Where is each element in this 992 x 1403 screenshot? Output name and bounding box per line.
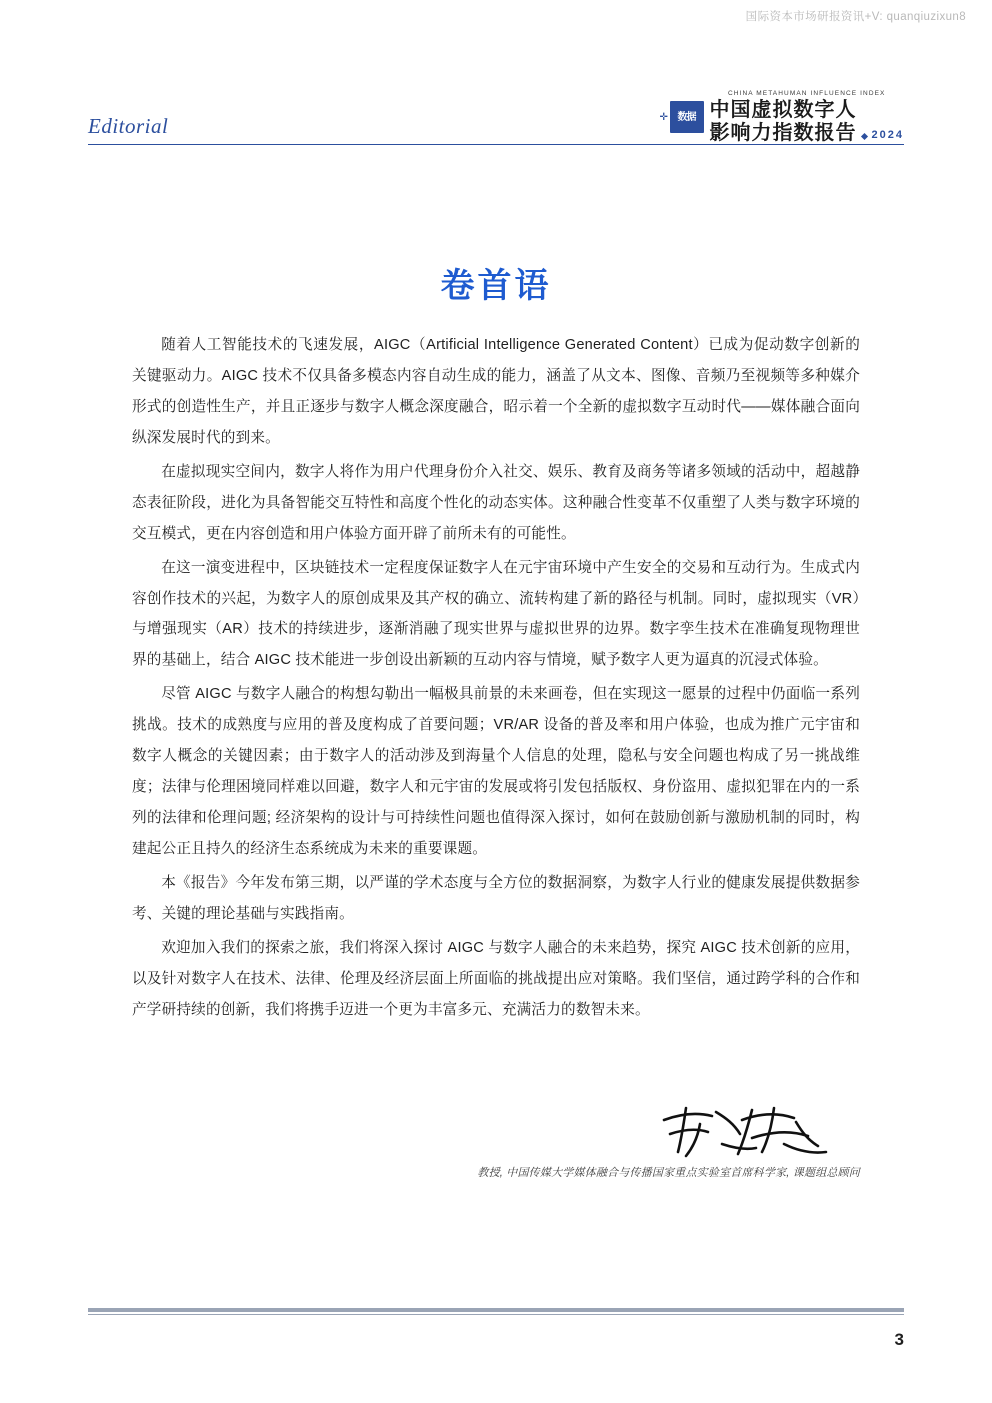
paragraph-3: 在这一演变进程中，区块链技术一定程度保证数字人在元宇宙环境中产生安全的交易和互动行为。生成式内容创作技术的兴起，为数字人的原创成果及其产权的确立、流转构建了新的路径与机制。同时，虚拟现实（VR）与增强现实（AR）技术的持续进步，逐渐消融了现实世界与虚拟世界的边界。数字孪生技术在准确复现物理世界的基础上，结合 AIGC 技术能进一步创设出新颖的互动内容与情境，赋予数字人更为逼真的沉浸式体验。 bbox=[132, 559, 860, 669]
diamond-icon bbox=[860, 133, 867, 140]
paragraph-5: 本《报告》今年发布第三期，以严谨的学术态度与全方位的数据洞察，为数字人行业的健康发展提供数据参考、关键的理论基础与实践指南。 bbox=[132, 874, 860, 922]
paragraph-1: 随着人工智能技术的飞速发展，AIGC（Artificial Intelligence Generated Content）已成为促动数字创新的关键驱动力。AIGC 技术不仅具备多模态内容自动生成的能力，涵盖了从文本、图像、音频乃至视频等多种媒介形式的创造性生产，并且正逐步与数字人概念深度融合，昭示着一个全新的虚拟数字互动时代——媒体融合面向纵深发展时代的到来。 bbox=[132, 337, 860, 446]
logo-title-row2 bbox=[710, 123, 904, 143]
paragraph-6: 欢迎加入我们的探索之旅，我们将深入探讨 AIGC 与数字人融合的未来趋势，探究 AIGC 技术创新的应用，以及针对数字人在技术、法律、伦理及经济层面上所面临的挑战提出应对策略。我们坚信，通过跨学科的合作和产学研持续的创新，我们将携手迈进一个更为丰富多元、充满活力的数智未来。 bbox=[132, 939, 860, 1018]
paragraph-4: 尽管 AIGC 与数字人融合的构想勾勒出一幅极具前景的未来画卷，但在实现这一愿景的过程中仍面临一系列挑战。技术的成熟度与应用的普及度构成了首要问题；VR/AR 设备的普及率和用户体验，也成为推广元宇宙和数字人概念的关键因素；由于数字人的活动涉及到海量个人信息的处理，隐私与安全问题也构成了另一挑战维度；法律与伦理困境同样难以回避，数字人和元宇宙的发展或将引发包括版权、身份盗用、虚拟犯罪在内的一系列的法律和伦理问题; 经济架构的设计与可持续性问题也值得深入探讨，如何在鼓励创新与激励机制的同时，构建起公正且持久的经济生态系统成为未来的重要课题。 bbox=[132, 686, 860, 857]
page-header bbox=[88, 89, 904, 156]
paragraph-2: 在虚拟现实空间内，数字人将作为用户代理身份介入社交、娱乐、教育及商务等诸多领域的活动中，超越静态表征阶段，进化为具备智能交互特性和高度个性化的动态实体。这种融合性变革不仅重塑了人类与数字环境的交互模式，更在内容创造和用户体验方面开辟了前所未有的可能性。 bbox=[132, 463, 860, 542]
handwritten-signature-image bbox=[656, 1100, 836, 1162]
logo-year: 2024 bbox=[871, 129, 904, 142]
plus-icon: ✛ bbox=[659, 112, 668, 123]
signature-block bbox=[132, 1100, 860, 1180]
page-title: 卷首语 bbox=[440, 267, 552, 305]
header-divider bbox=[88, 144, 904, 145]
logo-text-block bbox=[710, 91, 904, 144]
logo-mark: 数据 bbox=[670, 101, 704, 133]
signature-caption: 教授, 中国传媒大学媒体融合与传播国家重点实验室首席科学家, 课题组总顾问 bbox=[477, 1167, 860, 1179]
logo-title-line1: 中国虚拟数字人 bbox=[709, 99, 857, 122]
footer-divider bbox=[88, 1308, 904, 1312]
watermark-text: 国际资本市场研报资讯+V: quanqiuzixun8 bbox=[745, 11, 966, 23]
logo-english-title: CHINA METAHUMAN INFLUENCE INDEX bbox=[728, 89, 886, 97]
page-number: 3 bbox=[894, 1330, 904, 1349]
article-body bbox=[132, 330, 860, 1029]
section-label: Editorial bbox=[88, 114, 169, 138]
report-logo bbox=[659, 89, 904, 145]
logo-title-line2: 影响力指数报告 bbox=[709, 122, 857, 145]
